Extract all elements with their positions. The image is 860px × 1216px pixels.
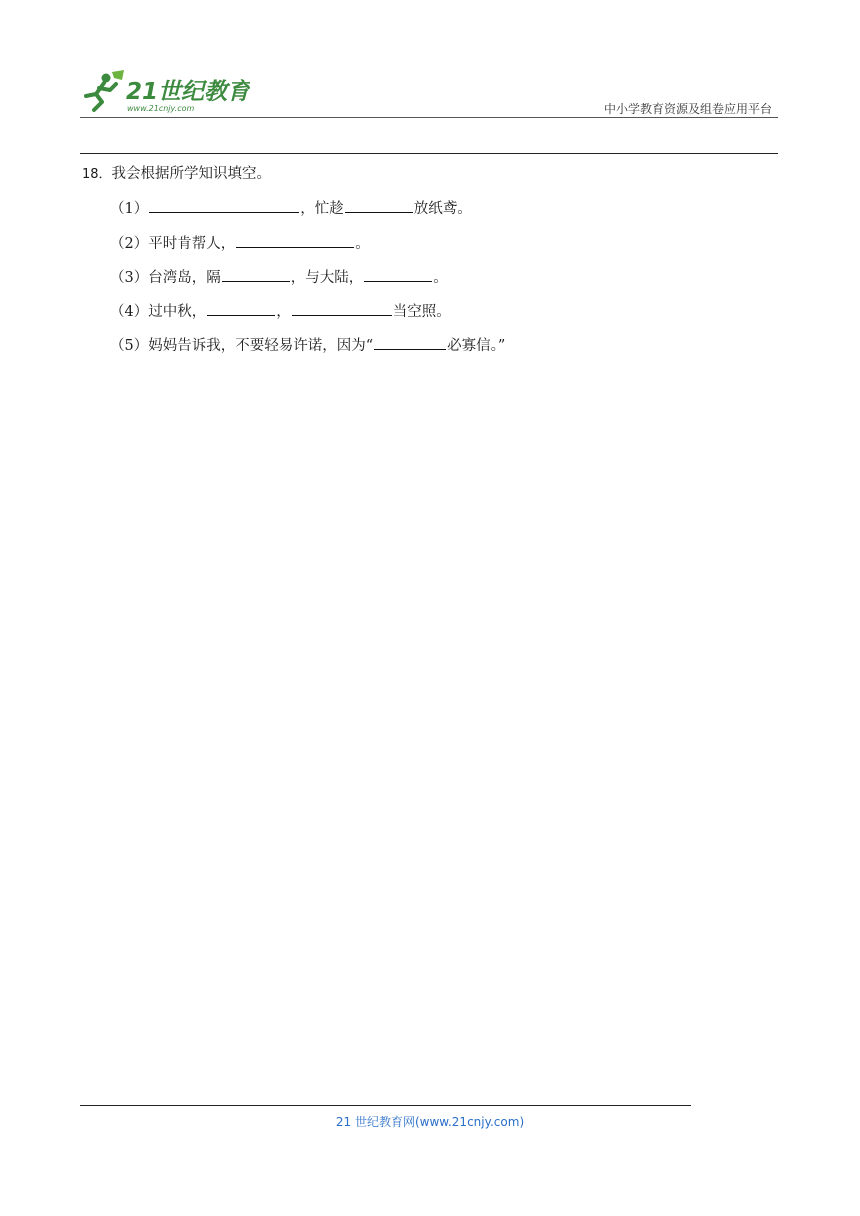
header-divider — [80, 117, 778, 118]
question-title — [82, 162, 271, 183]
question-item-4 — [110, 300, 451, 321]
answer-blank[interactable] — [149, 198, 299, 213]
question-item-2 — [110, 232, 370, 253]
item-label: （5） — [110, 338, 149, 354]
item-text: ，忙趁 — [300, 201, 344, 217]
running-figure-icon — [86, 70, 124, 110]
logo — [80, 66, 250, 116]
question-number: 18． — [82, 167, 112, 182]
item-label: （4） — [110, 304, 149, 320]
item-text: 过中秋， — [148, 304, 207, 320]
answer-blank[interactable] — [292, 301, 392, 316]
item-text: 台湾岛，隔 — [148, 270, 221, 286]
item-text: ，与大陆， — [290, 270, 364, 286]
platform-name: 中小学教育资源及组卷应用平台 — [603, 102, 772, 116]
question-item-5 — [110, 334, 505, 355]
item-label: （3） — [110, 270, 149, 286]
item-label: （1） — [110, 201, 149, 217]
item-text: 。 — [355, 236, 370, 252]
question-item-1 — [110, 197, 472, 218]
item-text: 放纸鸢。 — [413, 201, 472, 217]
question-item-3 — [110, 266, 448, 287]
item-text: 平时肯帮人， — [148, 236, 236, 252]
item-text: 妈妈告诉我，不要轻易许诺，因为“ — [148, 338, 374, 354]
question-prompt: 我会根据所学知识填空。 — [111, 166, 272, 182]
logo-url: www.21cnjy.com — [127, 104, 195, 113]
item-text: 必寡信。” — [447, 338, 506, 354]
item-text: ， — [276, 304, 291, 320]
item-text: 。 — [433, 270, 448, 286]
answer-blank[interactable] — [236, 233, 354, 248]
footer-link[interactable]: 21 世纪教育网(www.21cnjy.com) — [335, 1115, 525, 1129]
answer-blank[interactable] — [207, 301, 275, 316]
answer-blank[interactable] — [222, 267, 290, 282]
answer-blank[interactable] — [345, 198, 413, 213]
logo-text: 21世纪教育 — [126, 79, 250, 105]
answer-blank[interactable] — [374, 335, 446, 350]
answer-blank[interactable] — [364, 267, 432, 282]
item-label: （2） — [110, 236, 149, 252]
item-text: 当空照。 — [392, 304, 451, 320]
footer-divider — [80, 1105, 691, 1106]
content-divider — [80, 153, 778, 154]
